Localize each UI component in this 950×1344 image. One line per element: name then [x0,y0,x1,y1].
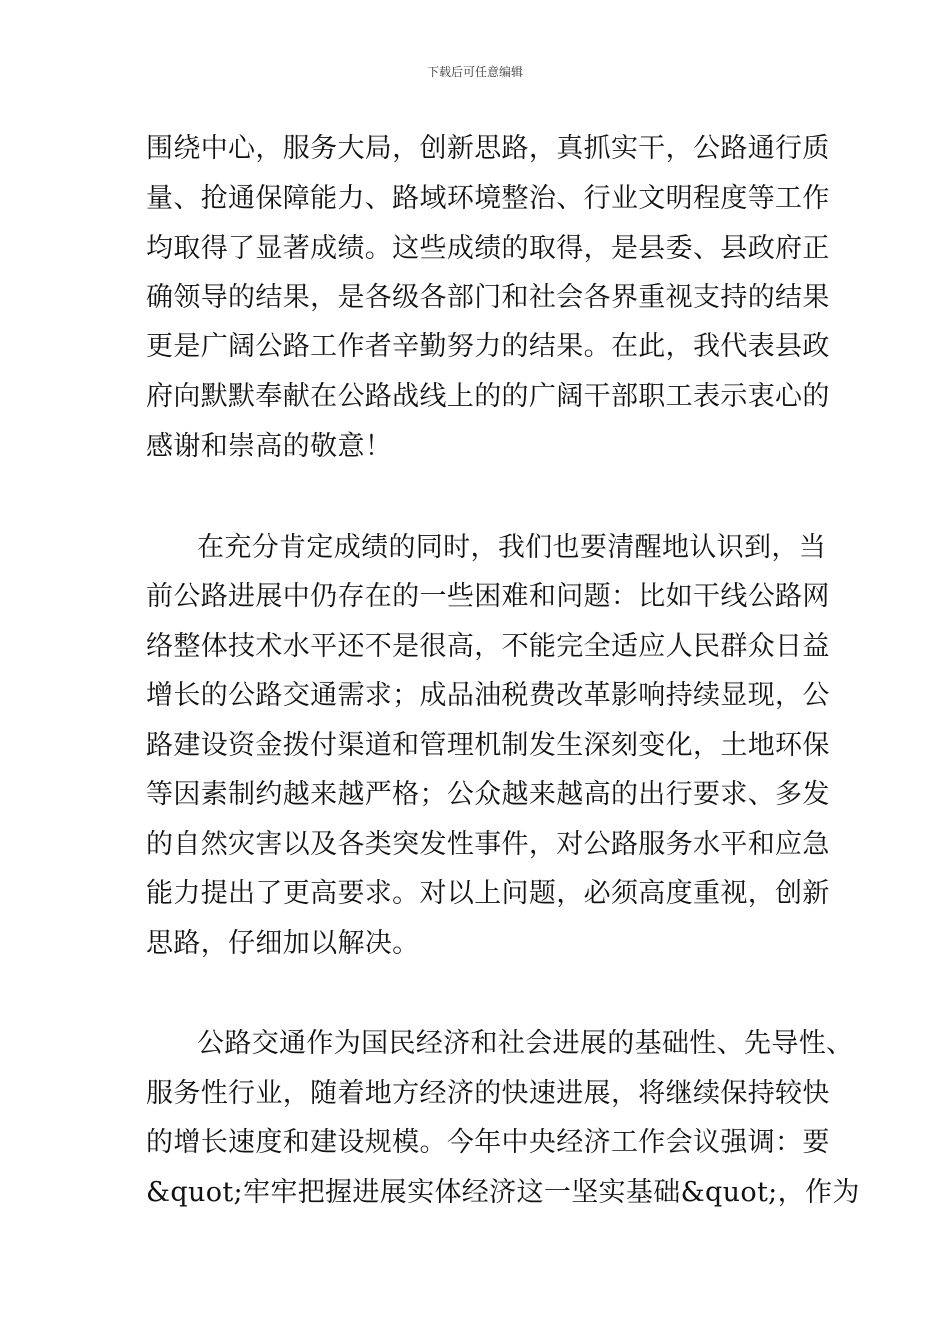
text-line: 前公路进展中仍存在的一些困难和问题：比如干线公路网 [146,581,830,612]
text-line: 围绕中心，服务大局，创新思路，真抓实干，公路通行质 [146,133,830,164]
page-header-note: 下载后可任意编辑 [426,65,523,79]
text-line: 公路交通作为国民经济和社会进展的基础性、先导性、 [197,1028,854,1059]
text-line: 府向默默奉献在公路战线上的的广阔干部职工表示衷心的 [146,381,830,412]
text-line: 络整体技术水平还不是很高，不能完全适应人民群众日益 [146,631,830,662]
text-line: 等因素制约越来越严格；公众越来越高的出行要求、多发 [146,779,830,810]
text-line: 思路，仔细加以解决。 [146,928,420,959]
text-line: 的自然灾害以及各类突发性事件，对公路服务水平和应急 [146,829,830,860]
text-line: 路建设资金拨付渠道和管理机制发生深刻变化，土地环保 [146,730,830,761]
text-line: 更是广阔公路工作者辛勤努力的结果。在此，我代表县政 [146,331,830,362]
text-line: 在充分肯定成绩的同时，我们也要清醒地认识到，当 [197,532,827,563]
text-line: 增长的公路交通需求；成品油税费改革影响持续显现，公 [146,680,830,711]
text-line: 能力提出了更高要求。对以上问题，必须高度重视，创新 [146,878,830,909]
text-line: 量、抢通保障能力、路域环境整治、行业文明程度等工作 [146,183,830,214]
text-line: 确领导的结果，是各级各部门和社会各界重视支持的结果 [146,282,830,313]
text-line: 感谢和崇高的敬意！ [146,431,393,462]
text-line: 服务性行业，随着地方经济的快速进展，将继续保持较快 [146,1078,830,1109]
text-line: 的增长速度和建设规模。今年中央经济工作会议强调：要 [146,1127,830,1158]
text-line: &quot;牢牢把握进展实体经济这一坚实基础&quot;，作为 [146,1177,860,1208]
text-line: 均取得了显著成绩。这些成绩的取得，是县委、县政府正 [146,233,830,264]
